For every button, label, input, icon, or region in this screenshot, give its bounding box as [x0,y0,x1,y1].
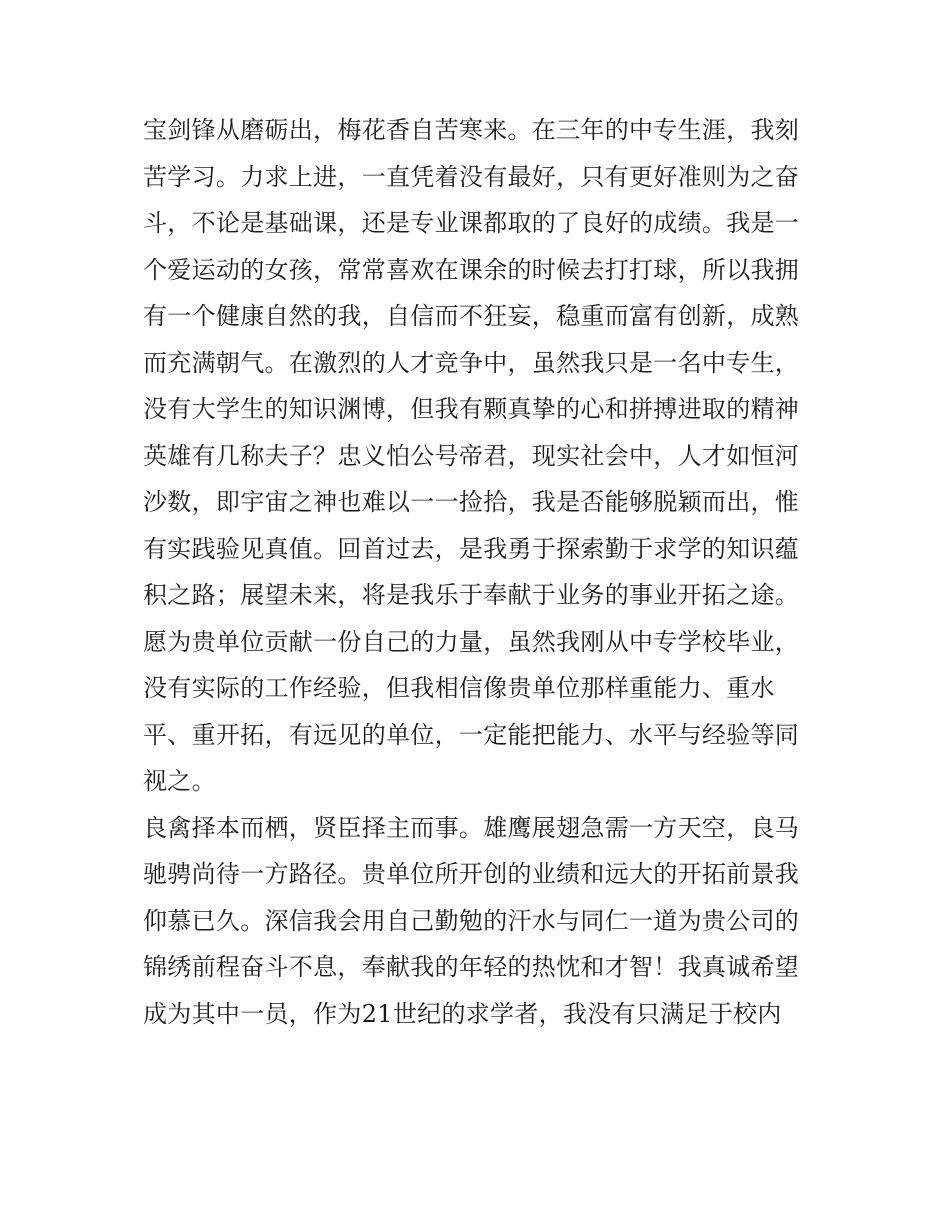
body-text [143,107,823,1037]
text-line: 英雄有几称夫子？忠义怕公号帝君，现实社会中，人才如恒河 [143,441,800,470]
text-line: 驰骋尚待一方路径。贵单位所开创的业绩和远大的开拓前景我 [143,860,800,888]
text-line: 愿为贵单位贡献一份自己的力量，虽然我刚从中专学校毕业， [143,627,800,656]
text-line: 平、重开拓，有远见的单位，一定能把能力、水平与经验等同 [143,720,800,749]
text-line: 积之路；展望未来，将是我乐于奉献于业务的事业开拓之途。 [143,581,800,609]
text-line: 锦绣前程奋斗不息，奉献我的年轻的热忱和才智！我真诚希望 [143,953,800,981]
text-line: 沙数，即宇宙之神也难以一一捡拾，我是否能够脱颖而出，惟 [143,488,800,516]
text-line: 而充满朝气。在激烈的人才竞争中，虽然我只是一名中专生， [143,348,800,377]
text-line: 没有实际的工作经验，但我相信像贵单位那样重能力、重水 [143,674,775,702]
text-line: 视之。 [143,767,216,795]
text-line: 没有大学生的知识渊博，但我有颗真挚的心和拼搏进取的精神 [143,395,800,423]
text-line: 苦学习。力求上进，一直凭着没有最好，只有更好准则为之奋 [143,162,800,191]
text-line: 仰慕已久。深信我会用自己勤勉的汗水与同仁一道为贵公司的 [143,906,800,935]
text-line: 良禽择本而栖，贤臣择主而事。雄鹰展翅急需一方天空，良马 [143,813,800,842]
text-line: 个爱运动的女孩，常常喜欢在课余的时候去打打球，所以我拥 [143,255,800,284]
text-line: 有一个健康自然的我，自信而不狂妄，稳重而富有创新，成熟 [143,302,800,330]
text-line: 斗，不论是基础课，还是专业课都取的了良好的成绩。我是一 [143,209,800,237]
text-line: 宝剑锋从磨砺出，梅花香自苦寒来。在三年的中专生涯，我刻 [143,116,800,144]
text-line: 有实践验见真值。回首过去，是我勇于探索勤于求学的知识蕴 [143,534,800,563]
text-line: 成为其中一员，作为21世纪的求学者，我没有只满足于校内 [143,999,782,1028]
